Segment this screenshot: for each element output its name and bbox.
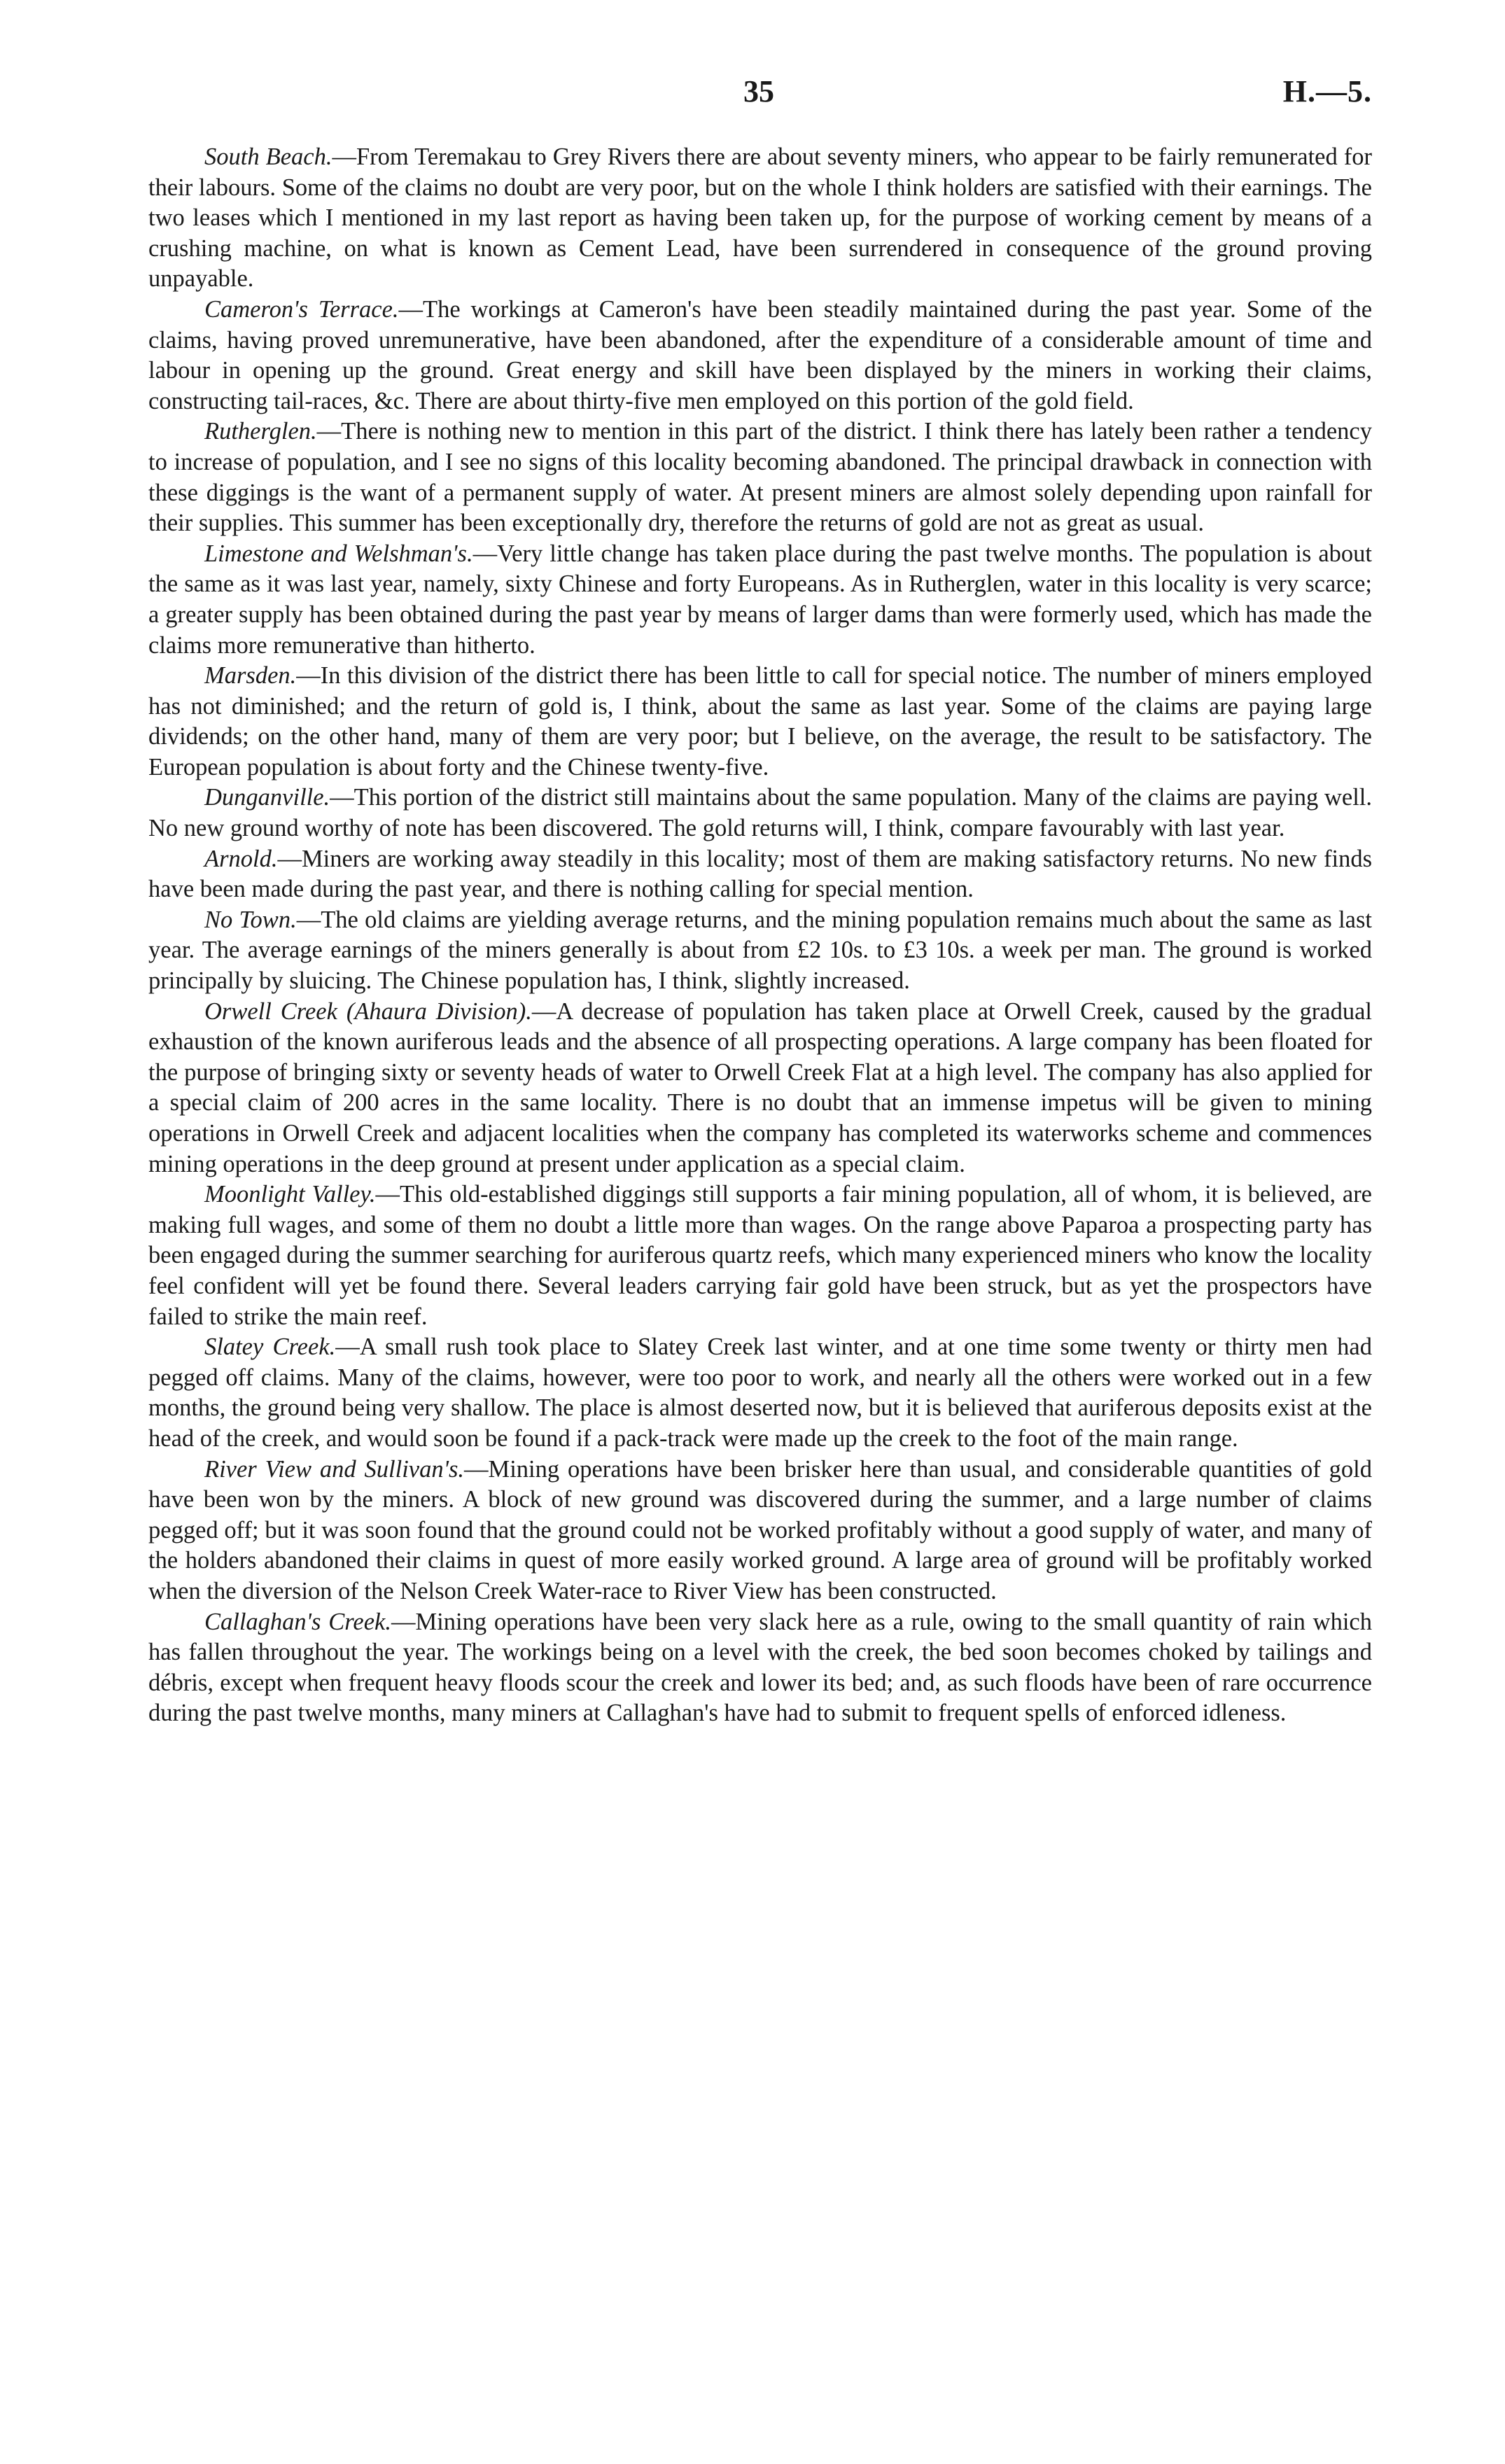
section-heading: Dunganville. <box>204 784 330 811</box>
section-text: —A decrease of population has taken place at Orwell Creek, caused by the gradual exhaustion of the known auriferous leads and the absence of all prospecting operations. A large company has been floated for the purpose of bringing sixty or seventy heads of water to Orwell Creek Flat at a high level. The company has also applied for a special claim of 200 acres in the same locality. There is no doubt that an immense impetus will be given to mining operations in Orwell Creek and adjacent localities when the company has completed its waterworks scheme and commences mining operations in the deep ground at present under application as a special claim. <box>148 997 1372 1177</box>
section-heading: Orwell Creek (Ahaura Division). <box>204 997 532 1025</box>
section-south-beach <box>148 142 1372 295</box>
section-text: —The old claims are yielding average returns, and the mining population remains much about the same as last year. The average earnings of the miners generally is about from £2 10s. to £3 10s. a week per man. The ground is worked principally by sluicing. The Chinese population has, I think, slightly increased. <box>148 906 1372 995</box>
section-heading: Cameron's Terrace. <box>204 295 399 323</box>
section-slatey-creek <box>148 1332 1372 1454</box>
section-arnold <box>148 844 1372 905</box>
running-head <box>148 74 1372 130</box>
section-heading: Arnold. <box>204 845 278 872</box>
section-limestone-welshmans <box>148 539 1372 661</box>
section-text: —This portion of the district still maintains about the same population. Many of the claims are paying well. No new ground worthy of note has been discovered. The gold returns will, I think, compare favourably with last year. <box>148 784 1372 842</box>
section-text: —Mining operations have been brisker here than usual, and considerable quantities of gold have been won by the miners. A block of new ground was discovered during the summer, and a large number of claims pegged off; but it was soon found that the ground could not be worked profitably without a good supply of water, and many of the holders abandoned their claims in quest of more easily worked ground. A large area of ground will be profitably worked when the diversion of the Nelson Creek Water-race to River View has been constructed. <box>148 1455 1372 1604</box>
section-heading: No Town. <box>204 906 297 933</box>
section-moonlight-valley <box>148 1180 1372 1332</box>
section-heading: River View and Sullivan's. <box>204 1455 465 1483</box>
section-heading: Marsden. <box>204 662 297 690</box>
page-number: 35 <box>743 74 774 108</box>
section-river-view-sullivans <box>148 1455 1372 1607</box>
section-heading: Rutherglen. <box>204 418 317 445</box>
section-text: —The workings at Cameron's have been steadily maintained during the past year. Some of the claims, having proved unremunerative, have been abandoned, after the expenditure of a considerable amount of time and labour in opening up the ground. Great energy and skill have been displayed by the miners in working their claims, constructing tail-races, &c. There are about thirty-five men employed on this portion of the gold field. <box>148 295 1373 414</box>
section-camerons-terrace <box>148 295 1372 416</box>
section-text: —There is nothing new to mention in this part of the district. I think there has lately been rather a tendency to increase of population, and I see no signs of this locality becoming abandoned. The principal drawback in connection with these diggings is the want of a permanent supply of water. At present miners are almost solely depending upon rainfall for their supplies. This summer has been exceptionally dry, therefore the returns of gold are not as great as usual. <box>148 418 1372 537</box>
section-callaghans-creek <box>148 1607 1372 1729</box>
section-dunganville <box>148 783 1372 844</box>
section-text: —Mining operations have been very slack here as a rule, owing to the small quantity of rain which has fallen throughout the year. The workings being on a level with the creek, the bed soon becomes choked by tailings and débris, except when frequent heavy floods scour the creek and lower its bed; and, as such floods have been of rare occurrence during the past twelve months, many miners at Callaghan's have had to submit to frequent spells of enforced idleness. <box>148 1608 1372 1727</box>
section-marsden <box>148 661 1372 783</box>
section-no-town <box>148 905 1372 997</box>
section-text: —Miners are working away steadily in this locality; most of them are making satisfactory returns. No new finds have been made during the past year, and there is nothing calling for special mention. <box>148 845 1372 903</box>
section-heading: Limestone and Welshman's. <box>204 540 473 567</box>
document-reference: H.—5. <box>1282 74 1372 108</box>
section-orwell-creek <box>148 997 1372 1180</box>
section-heading: Moonlight Valley. <box>204 1181 376 1208</box>
section-heading: Callaghan's Creek. <box>204 1608 391 1635</box>
section-text: —A small rush took place to Slatey Creek last winter, and at one time some twenty or thirty men had pegged off claims. Many of the claims, however, were too poor to work, and nearly all the others were worked out in a few months, the ground being very shallow. The place is almost deserted now, but it is believed that auriferous deposits exist at the head of the creek, and would soon be found if a pack-track were made up the creek to the foot of the main range. <box>148 1334 1372 1452</box>
section-text: —This old-established diggings still supports a fair mining population, all of whom, it is believed, are making full wages, and some of them no doubt a little more than wages. On the range above Paparoa a prospecting party has been engaged during the summer searching for auriferous quartz reefs, which many experienced miners who know the locality feel confident will yet be found there. Several leaders carrying fair gold have been struck, but as yet the prospectors have failed to strike the main reef. <box>148 1181 1372 1330</box>
section-heading: South Beach. <box>204 144 332 170</box>
section-heading: Slatey Creek. <box>204 1334 336 1361</box>
section-text: —From Teremakau to Grey Rivers there are about seventy miners, who appear to be fairly remunerated for their labours. Some of the claims no doubt are very poor, but on the whole I think holders are satisfied with their earnings. The two leases which I mentioned in my last report as having been taken up, for the purpose of working cement by means of a crushing machine, on what is known as Cement Lead, have been surrendered in consequence of the ground proving unpayable. <box>148 144 1372 293</box>
section-text: —In this division of the district there has been little to call for special notice. The number of miners employed has not diminished; and the return of gold is, I think, about the same as last year. Some of the claims are paying large dividends; on the other hand, many of them are very poor; but I believe, on the average, the result to be satisfactory. The European population is about forty and the Chinese twenty-five. <box>148 662 1372 780</box>
section-text: —Very little change has taken place during the past twelve months. The population is about the same as it was last year, namely, sixty Chinese and forty Europeans. As in Rutherglen, water in this locality is very scarce; a greater supply has been obtained during the past year by means of larger dams than were formerly used, which has made the claims more remunerative than hitherto. <box>148 540 1372 659</box>
report-body <box>148 142 1372 1729</box>
section-rutherglen <box>148 416 1372 538</box>
